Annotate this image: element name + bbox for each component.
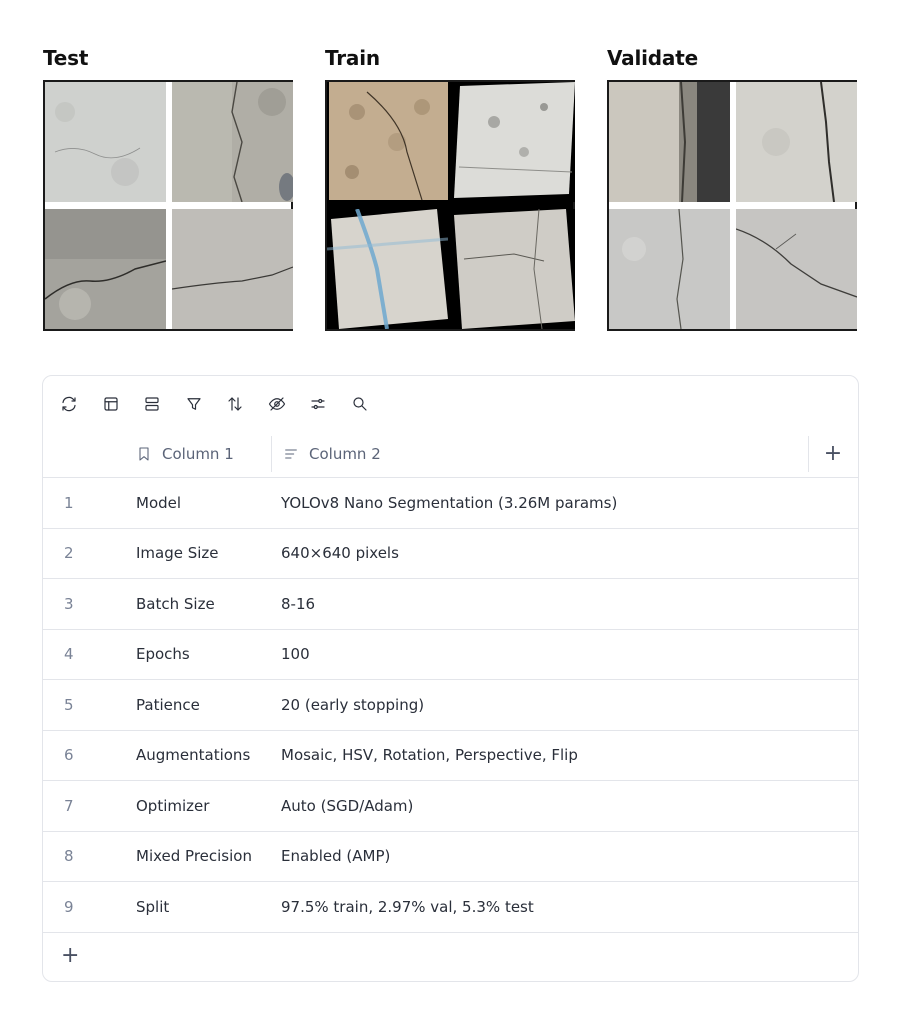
row-key-cell[interactable]: Optimizer [136,796,210,815]
row-value-cell[interactable]: 97.5% train, 2.97% val, 5.3% test [281,897,534,916]
test-crack-image-3[interactable] [45,209,166,329]
table-row[interactable] [43,579,858,630]
table-row[interactable] [43,529,858,580]
add-column-button[interactable] [808,430,858,478]
row-index: 6 [64,746,74,765]
row-index: 7 [64,796,74,815]
train-crack-image-3[interactable] [327,209,448,329]
test-group-title: Test [43,46,89,70]
row-value-cell[interactable]: Auto (SGD/Adam) [281,796,414,815]
table-row[interactable] [43,882,858,933]
row-value-cell[interactable]: Mosaic, HSV, Rotation, Perspective, Flip [281,746,578,765]
test-crack-image-1[interactable] [45,82,166,202]
validate-crack-image-3[interactable] [609,209,730,329]
plus-icon: + [823,441,843,466]
text-lines-icon [283,446,299,462]
add-row-button[interactable] [43,931,858,981]
table-header [43,430,858,478]
row-index: 9 [64,897,74,916]
validate-image-group [607,44,859,331]
column-divider[interactable] [271,436,272,472]
table-row[interactable] [43,680,858,731]
test-crack-image-2[interactable] [172,82,293,202]
hide-icon[interactable] [265,392,307,416]
column-1-header[interactable] [136,430,234,478]
validate-image-grid [607,80,857,331]
data-table-card [42,375,859,982]
column-2-label: Column 2 [309,445,381,463]
row-key-cell[interactable]: Batch Size [136,594,215,613]
row-value-cell[interactable]: Enabled (AMP) [281,847,391,866]
refresh-icon[interactable] [57,392,99,416]
validate-group-title: Validate [607,46,698,70]
filter-icon[interactable] [182,392,224,416]
search-icon[interactable] [348,392,390,416]
row-key-cell[interactable]: Patience [136,695,200,714]
row-value-cell[interactable]: 8-16 [281,594,316,613]
train-group-title: Train [325,46,380,70]
test-image-grid [43,80,293,331]
row-value-cell[interactable]: 100 [281,645,310,664]
layout-icon[interactable] [99,392,141,416]
row-value-cell[interactable]: 20 (early stopping) [281,695,425,714]
row-value-cell[interactable]: 640×640 pixels [281,544,399,563]
row-key-cell[interactable]: Mixed Precision [136,847,252,866]
bookmark-icon [136,446,152,462]
row-index: 1 [64,493,74,512]
validate-crack-image-4[interactable] [736,209,857,329]
row-key-cell[interactable]: Model [136,493,182,512]
train-crack-image-1[interactable] [327,82,448,202]
column-2-header[interactable] [283,430,381,478]
row-key-cell[interactable]: Split [136,897,170,916]
row-index: 5 [64,695,74,714]
table-row[interactable] [43,731,858,782]
train-image-group [325,44,577,331]
table-row[interactable] [43,832,858,883]
row-value-cell[interactable]: YOLOv8 Nano Segmentation (3.26M params) [281,493,618,512]
table-row[interactable] [43,781,858,832]
table-row[interactable] [43,478,858,529]
row-index: 3 [64,594,74,613]
rows-icon[interactable] [140,392,182,416]
test-crack-image-4[interactable] [172,209,293,329]
test-image-group [43,44,295,331]
row-index: 8 [64,847,74,866]
train-crack-image-2[interactable] [454,82,575,202]
column-1-label: Column 1 [162,445,234,463]
row-key-cell[interactable]: Image Size [136,544,219,563]
train-image-grid [325,80,575,331]
validate-crack-image-2[interactable] [736,82,857,202]
sort-icon[interactable] [223,392,265,416]
table-row[interactable] [43,630,858,681]
row-index: 2 [64,544,74,563]
table-toolbar [57,392,389,416]
settings-sliders-icon[interactable] [306,392,348,416]
row-key-cell[interactable]: Augmentations [136,746,251,765]
plus-icon: + [61,943,80,968]
row-key-cell[interactable]: Epochs [136,645,190,664]
row-index: 4 [64,645,74,664]
validate-crack-image-1[interactable] [609,82,730,202]
train-crack-image-4[interactable] [454,209,575,329]
